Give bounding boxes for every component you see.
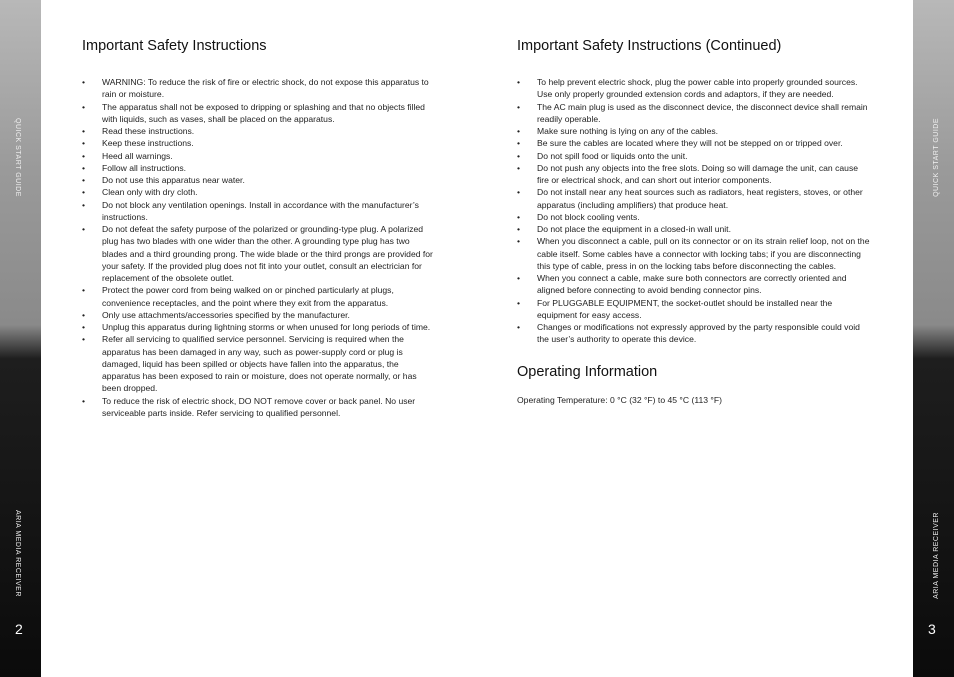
- list-item-text: Heed all warnings.: [102, 150, 173, 161]
- bullet-mark: •: [517, 77, 521, 87]
- list-item-text: To reduce the risk of electric shock, DO NOT remove cover or back panel. No user serviceable parts inside. Refer servicing to qualified personnel.: [102, 395, 416, 418]
- bullet-mark: •: [82, 138, 86, 149]
- list-item-text: For PLUGGABLE EQUIPMENT, the socket-outlet should be installed near the equipment for easy access.: [537, 297, 833, 320]
- list-item-text: Do not use this apparatus near water.: [102, 175, 245, 185]
- left-page-content: [82, 38, 437, 419]
- list-item: [82, 199, 437, 224]
- bullet-mark: •: [517, 297, 521, 308]
- bullet-mark: •: [517, 236, 521, 247]
- list-item: [82, 309, 437, 321]
- bullet-mark: •: [82, 309, 86, 320]
- list-item-text: The apparatus shall not be exposed to dripping or splashing and that no objects filled with liquids, such as vases, shall be placed on the apparatus.: [102, 101, 425, 124]
- list-item: [82, 321, 437, 333]
- list-item: [82, 137, 437, 149]
- operating-temperature-text: Operating Temperature: 0 °C (32 °F) to 45 °C (113 °F): [517, 394, 722, 405]
- list-item-text: Do not push any objects into the free slots. Doing so will damage the unit, can cause fire or electrical shock, and can short out interior components.: [537, 162, 859, 185]
- bullet-mark: •: [517, 273, 521, 283]
- list-item: [82, 395, 437, 420]
- list-item: [517, 125, 872, 137]
- right-page-number: 3: [928, 621, 936, 637]
- operating-info-title: Operating Information: [517, 363, 658, 380]
- bullet-mark: •: [82, 126, 86, 136]
- bullet-mark: •: [82, 162, 86, 173]
- list-item-text: Do not place the equipment in a closed-in wall unit.: [537, 224, 731, 234]
- bullet-mark: •: [82, 101, 86, 112]
- list-item-text: Changes or modifications not expressly approved by the party responsible could void the user’s authority to operate this device.: [537, 322, 860, 345]
- list-item-text: Unplug this apparatus during lightning storms or when unused for long periods of time.: [102, 322, 431, 332]
- list-item: [517, 223, 872, 235]
- list-item-text: Protect the power cord from being walked on or pinched particularly at plugs, convenience receptacles, and the point where they exit from the apparatus.: [102, 285, 394, 308]
- bullet-mark: •: [82, 224, 86, 234]
- list-item: [517, 150, 872, 162]
- list-item: [82, 333, 437, 394]
- list-item: [82, 76, 437, 101]
- list-item: [517, 186, 872, 211]
- list-item: [82, 150, 437, 162]
- bullet-mark: •: [517, 150, 521, 161]
- list-item-text: Read these instructions.: [102, 126, 195, 136]
- bullet-mark: •: [517, 138, 521, 149]
- bullet-mark: •: [82, 187, 86, 198]
- bullet-mark: •: [517, 187, 521, 198]
- right-safety-list: [517, 76, 872, 346]
- list-item-text: Follow all instructions.: [102, 162, 187, 173]
- list-item-text: Be sure the cables are located where they will not be stepped on or tripped over.: [537, 138, 843, 149]
- left-sidebar-product-label: ARIA MEDIA RECEIVER: [14, 510, 21, 597]
- list-item: [82, 101, 437, 126]
- bullet-mark: •: [517, 224, 521, 234]
- bullet-mark: •: [517, 162, 521, 173]
- list-item: [517, 272, 872, 297]
- list-item-text: Do not defeat the safety purpose of the polarized or grounding-type plug. A polarized plug has two blades with one wider than the other. A grounding type plug has two blades and a third grounding prong. The wide blade or the third prongs are provided for your safety. If the provided plug does not fit into your outlet, consult an electrician for replacement of the obsolete outlet.: [102, 224, 433, 283]
- bullet-mark: •: [82, 199, 86, 210]
- list-item-text: WARNING: To reduce the risk of fire or electric shock, do not expose this apparatus to rain or moisture.: [102, 77, 429, 100]
- list-item-text: When you connect a cable, make sure both connectors are correctly oriented and aligned before connecting to avoid bending connector pins.: [537, 273, 847, 296]
- list-item-text: Refer all servicing to qualified service personnel. Servicing is required when the apparatus has been damaged in any way, such as power-supply cord or plug is damaged, liquid has been spilled or objects have fallen into the apparatus, the apparatus has been exposed to rain or moisture, does not operate normally, or has been dropped.: [102, 334, 417, 394]
- right-page-title: Important Safety Instructions (Continued): [517, 38, 782, 54]
- right-page-content: [517, 38, 872, 406]
- bullet-mark: •: [82, 175, 86, 185]
- list-item: [82, 186, 437, 198]
- list-item-text: Only use attachments/accessories specified by the manufacturer.: [102, 309, 350, 320]
- list-item-text: The AC main plug is used as the disconnect device, the disconnect device shall remain readily operable.: [537, 101, 868, 124]
- list-item: [517, 211, 872, 223]
- bullet-mark: •: [517, 101, 521, 112]
- list-item-text: When you disconnect a cable, pull on its connector or on its strain relief loop, not on the cable itself. Some cables have a connector with locking tabs; if you are disconnecting this type of cable, press in on the locking tabs before disconnecting the cables.: [537, 236, 870, 271]
- list-item: [82, 284, 437, 309]
- bullet-mark: •: [82, 150, 86, 161]
- left-sidebar: [0, 0, 41, 677]
- list-item: [517, 321, 872, 346]
- list-item: [82, 162, 437, 174]
- bullet-mark: •: [517, 322, 521, 332]
- list-item: [517, 162, 872, 187]
- list-item: [517, 76, 872, 101]
- bullet-mark: •: [82, 285, 86, 296]
- list-item: [82, 174, 437, 186]
- list-item: [517, 101, 872, 126]
- left-page-number: 2: [15, 621, 23, 637]
- right-sidebar-product-label: ARIA MEDIA RECEIVER: [933, 512, 940, 599]
- list-item: [517, 137, 872, 149]
- list-item: [517, 297, 872, 322]
- list-item-text: To help prevent electric shock, plug the power cable into properly grounded sources. Use only properly grounded extension cords and adaptors, if they are needed.: [537, 77, 858, 100]
- list-item-text: Do not spill food or liquids onto the unit.: [537, 150, 688, 161]
- bullet-mark: •: [82, 77, 86, 87]
- bullet-mark: •: [517, 126, 521, 136]
- list-item: [517, 235, 872, 272]
- list-item: [82, 125, 437, 137]
- list-item-text: Keep these instructions.: [102, 138, 194, 149]
- bullet-mark: •: [82, 334, 86, 345]
- bullet-mark: •: [82, 395, 86, 406]
- list-item-text: Do not block cooling vents.: [537, 211, 640, 222]
- left-page-title: Important Safety Instructions: [82, 38, 267, 54]
- list-item-text: Clean only with dry cloth.: [102, 187, 198, 198]
- list-item: [82, 223, 437, 284]
- left-safety-list: [82, 76, 437, 419]
- bullet-mark: •: [517, 211, 521, 222]
- left-sidebar-guide-label: QUICK START GUIDE: [14, 118, 21, 197]
- list-item-text: Make sure nothing is lying on any of the cables.: [537, 126, 719, 136]
- right-sidebar: [913, 0, 954, 677]
- list-item-text: Do not install near any heat sources such as radiators, heat registers, stoves, or other apparatus (including amplifiers) that produce heat.: [537, 187, 863, 210]
- list-item-text: Do not block any ventilation openings. Install in accordance with the manufacturer’s instructions.: [102, 199, 419, 222]
- right-sidebar-guide-label: QUICK START GUIDE: [933, 118, 940, 197]
- bullet-mark: •: [82, 322, 86, 332]
